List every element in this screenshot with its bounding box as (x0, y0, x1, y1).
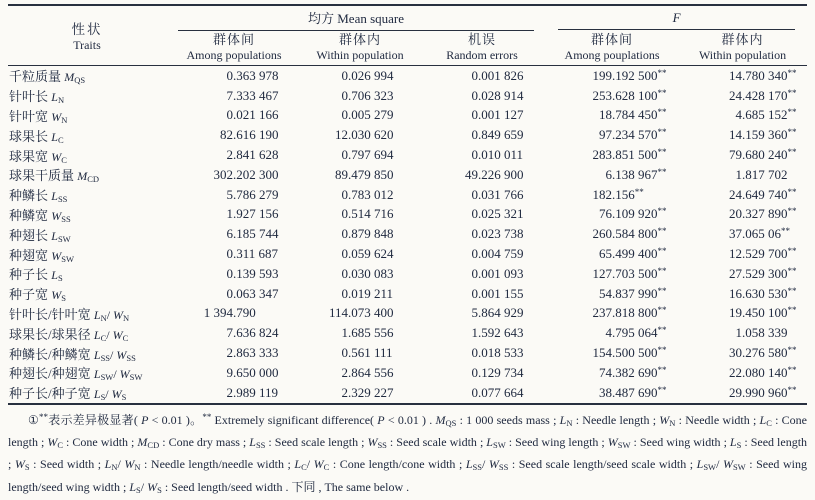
value-cell: 1.592 643 (471, 325, 524, 341)
value-cell: 2.329 227 (302, 383, 418, 404)
value-cell: 19.450 100** (729, 305, 797, 321)
value-cell: 2.864 556 (341, 364, 394, 380)
table-row (8, 165, 807, 185)
value-cell: 0.797 694 (341, 147, 394, 163)
value-cell: 199.192 500** (592, 67, 667, 83)
value-cell: 0.139 593 (226, 265, 279, 281)
trait-cell: 种鳞宽 $W_{SS}$ (9, 207, 71, 224)
value-cell: 1.685 556 (341, 325, 394, 341)
trait-cell: 种鳞长 $L_{SS}$ (9, 188, 68, 205)
value-cell: 29.990 960** (678, 383, 807, 404)
value-cell: 0.059 624 (341, 246, 394, 262)
value-cell: 0.849 659 (471, 127, 524, 143)
value-cell: 237.818 800** (592, 305, 667, 321)
table-row (8, 304, 807, 324)
value-cell: 12.529 700** (729, 246, 797, 262)
col-header-traits (8, 5, 166, 66)
value-cell: 76.109 920** (599, 206, 667, 222)
value-cell: 0.010 011 (471, 147, 524, 163)
value-cell: 0.879 848 (341, 226, 394, 242)
table-row (8, 383, 807, 404)
value-cell: 0.005 279 (341, 107, 394, 123)
trait-cell: 球果干质量 $M_{CD}$ (9, 168, 100, 185)
table-row (8, 264, 807, 284)
value-cell: 0.783 012 (341, 186, 394, 202)
table-row (8, 86, 807, 106)
value-cell: 0.019 211 (341, 285, 394, 301)
value-cell: 154.500 500** (592, 345, 667, 361)
value-cell: 302.202 300 (213, 166, 279, 182)
trait-cell: 种子长/种子宽 $L_S/$ $W_S$ (8, 383, 166, 404)
value-cell: 0.001 155 (471, 285, 524, 301)
value-cell: 1.927 156 (226, 206, 279, 222)
group-header-f: F (546, 5, 807, 31)
value-cell: 4.795 064** (605, 325, 667, 341)
value-cell: 114.073 400 (328, 305, 394, 321)
value-cell: 24.649 740** (729, 186, 797, 202)
value-cell: 0.001 826 (471, 67, 524, 83)
value-cell: 0.063 347 (226, 285, 279, 301)
value-cell: 37.065 06** (729, 226, 791, 242)
table-row (8, 323, 807, 343)
trait-cell: 针叶长/针叶宽 $L_N/$ $W_N$ (9, 306, 130, 323)
trait-cell: 球果长 $L_C$ (9, 128, 64, 145)
trait-cell: 种翅宽 $W_{SW}$ (9, 247, 75, 264)
table-row (8, 224, 807, 244)
value-cell: 97.234 570** (599, 127, 667, 143)
col-header-ms-error: 机误 Random errors (418, 31, 546, 66)
value-cell: 0.018 533 (471, 345, 524, 361)
value-cell: 127.703 500** (592, 265, 667, 281)
trait-cell: 种翅长 $L_{SW}$ (9, 227, 71, 244)
value-cell: 89.479 850 (335, 166, 394, 182)
value-cell: 9.650 000 (226, 364, 279, 380)
value-cell: 0.363 978 (226, 67, 279, 83)
value-cell: 0.004 759 (471, 246, 524, 262)
value-cell: 2.863 333 (226, 345, 279, 361)
table-row (8, 125, 807, 145)
value-cell: 0.514 716 (341, 206, 394, 222)
value-cell: 14.780 340** (729, 67, 797, 83)
value-cell: 0.129 734 (471, 364, 524, 380)
value-cell: 24.428 170** (729, 87, 797, 103)
value-cell: 5.864 929 (471, 305, 524, 321)
value-cell: 0.706 323 (341, 87, 394, 103)
trait-cell: 千粒质量 $M_{QS}$ (9, 69, 86, 86)
value-cell: 283.851 500** (592, 147, 667, 163)
table-row (8, 343, 807, 363)
col-header-ms-among: 群体间 Among populations (166, 31, 302, 66)
table-row (8, 284, 807, 304)
value-cell: 0.311 687 (226, 246, 279, 262)
value-cell: 0.028 914 (471, 87, 524, 103)
value-cell: 4.685 152** (735, 107, 797, 123)
value-cell: 74.382 690** (599, 364, 667, 380)
table-body (8, 66, 807, 404)
trait-cell: 针叶长 $L_N$ (9, 89, 65, 106)
value-cell: 49.226 900 (465, 166, 524, 182)
col-header-f-within: 群体内 Within population (678, 31, 807, 66)
trait-cell: 球果长/球果径 $L_C/$ $W_C$ (9, 326, 129, 343)
table-row (8, 185, 807, 205)
group-header-mean-square: 均方 Mean square (166, 5, 546, 31)
trait-cell: 种翅长/种翅宽 $L_{SW}/$ $W_{SW}$ (9, 366, 143, 383)
value-cell: 6.138 967** (605, 166, 667, 182)
col-header-ms-within: 群体内 Within population (302, 31, 418, 66)
value-cell: 20.327 890** (729, 206, 797, 222)
col-header-traits-en: Traits (73, 38, 101, 52)
value-cell: 0.561 111 (341, 345, 393, 361)
value-cell: 260.584 800** (592, 226, 667, 242)
trait-cell: 种鳞长/种鳞宽 $L_{SS}/$ $W_{SS}$ (9, 346, 136, 363)
value-cell: 65.499 400** (599, 246, 667, 262)
value-cell: 82.616 190 (220, 127, 279, 143)
value-cell: 0.077 664 (418, 383, 546, 404)
value-cell: 18.784 450** (599, 107, 667, 123)
table-header (8, 5, 807, 66)
value-cell: 7.333 467 (226, 87, 279, 103)
value-cell: 0.030 083 (341, 265, 394, 281)
table-row (8, 363, 807, 383)
value-cell: 79.680 240** (729, 147, 797, 163)
value-cell: 30.276 580** (729, 345, 797, 361)
value-cell: 14.159 360** (729, 127, 797, 143)
value-cell: 6.185 744 (226, 226, 279, 242)
table-row (8, 244, 807, 264)
value-cell: 27.529 300** (729, 265, 797, 281)
value-cell: 2.841 628 (226, 147, 279, 163)
value-cell: 12.030 620 (335, 127, 394, 143)
value-cell: 22.080 140** (729, 364, 797, 380)
value-cell: 253.628 100** (592, 87, 667, 103)
trait-cell: 针叶宽 $W_N$ (9, 108, 68, 125)
value-cell: 0.001 093 (471, 265, 524, 281)
trait-cell: 球果宽 $W_C$ (9, 148, 67, 165)
trait-cell: 种子长 $L_S$ (9, 267, 63, 284)
value-cell: 0.023 738 (471, 226, 524, 242)
value-cell: 0.026 994 (341, 67, 394, 83)
value-cell: 2.989 119 (166, 383, 302, 404)
value-cell: 1.817 702 (735, 166, 788, 182)
value-cell: 38.487 690** (546, 383, 678, 404)
value-cell: 16.630 530** (729, 285, 797, 301)
table-row (8, 145, 807, 165)
table-row (8, 106, 807, 126)
value-cell: 182.156** (592, 186, 644, 202)
value-cell: 54.837 990** (599, 285, 667, 301)
value-cell: 5.786 279 (226, 186, 279, 202)
table-row (8, 66, 807, 86)
value-cell: 1.058 339 (735, 325, 788, 341)
col-header-traits-zh: 性状 (71, 22, 103, 37)
table-row (8, 205, 807, 225)
anova-table (8, 4, 807, 405)
value-cell: 0.001 127 (471, 107, 524, 123)
value-cell: 0.025 321 (471, 206, 524, 222)
footnote: ①**表示差异极显著( P < 0.01 )。** Extremely significant difference( P < 0.01 ) . $M_{QS}$ : 1 000 seeds mass ; $L_N$ : Needle length ; $W_N$ : Needle width ; $L_C$ : Cone length ; $W_C$ : Cone width ; $M_{CD}$ : Cone dry mass ; $L_{SS}$ : Seed scale length ; $W_{SS}$ : Seed scale width ; $L_{SW}$ : Seed wing length ; $W_{SW}$ : Seed wing width ; $L_S$ : Seed length ; $W_S$ : Seed width ; $L_N/$ $W_N$ : Needle length/needle width ; $L_C/$ $W_C$ : Cone length/cone width ; $L_{SS}/$ $W_{SS}$ : Seed scale length/seed scale width ; $L_{SW}/$ $W_{SW}$ : Seed wing length/seed wing width ; $L_S/$ $W_S$ : Seed length/seed width . 下同 , The same below . (8, 411, 808, 495)
value-cell: 7.636 824 (226, 325, 279, 341)
value-cell: 0.031 766 (471, 186, 524, 202)
value-cell: 1 394.790 (203, 305, 256, 321)
trait-cell: 种子宽 $W_S$ (9, 287, 66, 304)
col-header-f-among: 群体间 Among pouplations (546, 31, 678, 66)
value-cell: 0.021 166 (226, 107, 279, 123)
